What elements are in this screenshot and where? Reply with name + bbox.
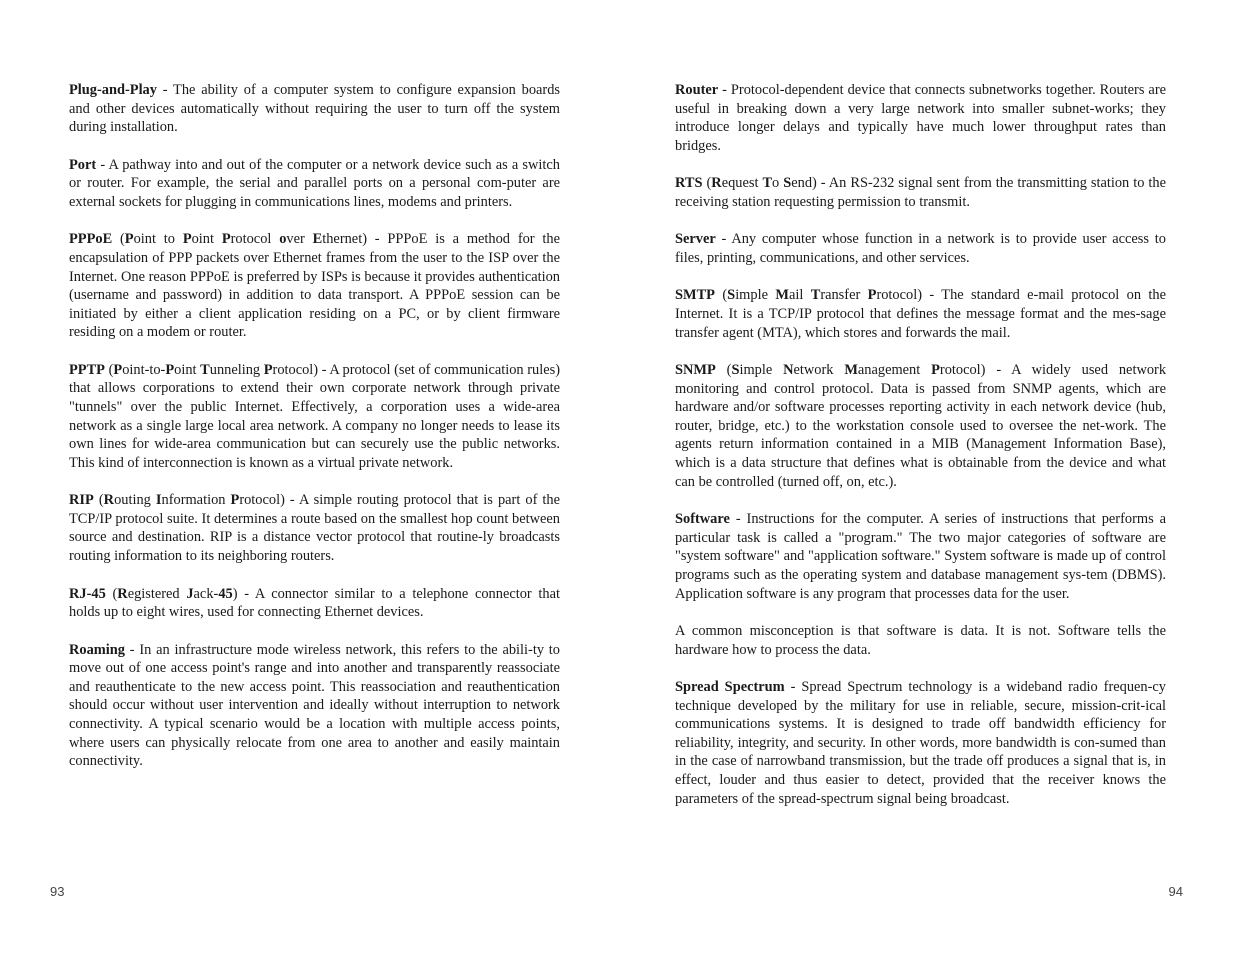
entry-term-text: Software	[675, 511, 730, 528]
entry-term-text: PPPoE	[69, 231, 113, 248]
glossary-entry	[675, 81, 1166, 155]
entry-definition-text: (	[93, 492, 104, 509]
entry-definition-text: imple	[735, 287, 776, 304]
entry-term-text: R	[117, 585, 128, 602]
entry-definition-text: (	[714, 287, 728, 304]
entry-definition-text: imple	[739, 362, 784, 379]
entry-term-text: SNMP	[675, 362, 716, 379]
entry-term-text: P	[113, 361, 123, 378]
entry-definition-text: ransfer	[820, 287, 868, 304]
entry-definition-text: outing	[114, 492, 156, 509]
entry-term-text: PPTP	[69, 361, 105, 378]
entry-definition-text: (	[112, 231, 125, 248]
entry-term-text: Port	[69, 156, 97, 173]
entry-term-text: P	[124, 231, 134, 248]
entry-definition-text: rotocol) - The standard e-mail protocol on the Internet. It is a TCP/IP protocol that defines the message format and the mes-sage transfer agent (MTA), which stores and forwards the mail.	[675, 287, 1166, 341]
entry-definition-text: end) - An RS-232 signal sent from the transmitting station to the receiving station requesting permission to transmit.	[675, 175, 1166, 210]
glossary-entry	[675, 622, 1166, 659]
entry-term-text: 45	[218, 585, 233, 602]
glossary-entry	[675, 361, 1166, 491]
glossary-entry	[675, 286, 1166, 342]
glossary-entry	[675, 678, 1166, 808]
entry-term-text: P	[867, 287, 877, 304]
entry-definition-text: - Protocol-dependent device that connects subnetworks together. Routers are useful in breaking down a very large network into smaller subnet-works; they introduce longer delays and typically have much lower throughput rates than bridges.	[675, 82, 1166, 154]
entry-definition-text: (	[104, 361, 114, 378]
entry-definition-text: ack-	[193, 585, 219, 602]
entry-term-text: Spread Spectrum	[675, 679, 785, 696]
entry-definition-text: oint	[191, 231, 222, 248]
glossary-entry	[675, 174, 1166, 211]
entry-definition-text: equest	[721, 175, 763, 192]
entry-term-text: RJ-45	[69, 585, 106, 602]
glossary-entry	[69, 585, 560, 622]
entry-definition-text: - In an infrastructure mode wireless network, this refers to the abili-ty to move out of one access point's range and into another and transparently reassociate and reauthenticate to the new access point. This reassociation and reauthentication should occur without user intervention and ideally without interruption to network connectivity. A typical scenario would be a location with multiple access points, where users can physically relocate from one area to another and easily maintain connectivity.	[69, 641, 560, 770]
entry-term-text: M	[844, 362, 858, 379]
page-number-right: 94	[1168, 884, 1183, 899]
entry-definition-text: egistered	[127, 585, 187, 602]
entry-term-text: RIP	[69, 492, 94, 509]
entry-term-text: S	[783, 175, 792, 192]
glossary-entry	[69, 491, 560, 565]
entry-definition-text: oint to	[133, 231, 183, 248]
entry-definition-text: (	[715, 362, 732, 379]
entry-definition-text: nformation	[161, 492, 231, 509]
entry-definition-text: rotocol) - A protocol (set of communication rules) that allows corporations to extend their own corporate network through private "tunnels" over the public Internet. Effectively, a corporation uses a wide-area network as a single large local area network. A company no longer needs to lease its own lines for wide-area communication but can securely use the public networks. This kind of interconnection is known as a virtual private network.	[69, 361, 560, 471]
entry-definition-text: - Any computer whose function in a network is to provide user access to files, printing, communications, and other services.	[675, 231, 1166, 266]
glossary-entry	[69, 81, 560, 137]
entry-term-text: Plug-and-Play	[69, 82, 157, 98]
entry-definition-text: - A pathway into and out of the computer or a network device such as a switch or router. For example, the serial and parallel ports on a personal com-puter are external sockets for plugging in communications lines, modems and printers.	[69, 156, 560, 210]
entry-term-text: Roaming	[69, 641, 125, 658]
entry-definition-text: etwork	[793, 362, 845, 379]
entry-definition-text: oint	[174, 361, 201, 378]
entry-definition-text: o	[772, 175, 784, 192]
entry-term-text: M	[775, 287, 789, 304]
entry-definition-text: thernet) - PPPoE is a method for the encapsulation of PPP packets over Ethernet frames from the user to the ISP over the Internet. One reason PPPoE is preferred by ISPs is because it provides authentication (username and password) in addition to data transport. A PPPoE session can be initiated by either a client application residing on a PC, or by client firmware residing on a modem or router.	[69, 231, 561, 341]
entry-definition-text: - Spread Spectrum technology is a wideband radio frequen-cy technique developed by the military for use in reliable, secure, mission-crit-ical communications systems. It is designed to trade off bandwidth efficiency for reliability, integrity, and security. In other words, more bandwidth is con-sumed than in the case of narrowband transmission, but the trade off produces a signal that is, in effect, louder and thus easier to detect, provided that the receiver knows the parameters of the spread-spectrum signal being broadcast.	[675, 679, 1166, 807]
glossary-column-left	[69, 81, 560, 790]
entry-definition-text: - The ability of a computer system to configure expansion boards and other devices automatically without requiring the user to turn off the system during installation.	[69, 82, 560, 136]
entry-term-text: Server	[675, 231, 716, 248]
glossary-entry	[675, 510, 1166, 603]
entry-definition-text: rotocol	[230, 231, 280, 248]
entry-term-text: P	[221, 231, 231, 248]
entry-definition-text: (	[702, 175, 712, 192]
glossary-entry	[69, 641, 560, 771]
entry-term-text: P	[263, 361, 273, 378]
entry-definition-text: ail	[788, 287, 811, 304]
entry-definition-text: (	[105, 585, 118, 602]
glossary-entry	[69, 361, 560, 473]
left-page	[0, 0, 617, 954]
entry-definition-text: unneling	[209, 361, 264, 378]
entry-definition-text: rotocol) - A widely used network monitoring and control protocol. Data is passed from SNMP agents, which are hardware and/or software processes reporting activity in each network device (hub, router, bridge, etc.) to the workstation console used to oversee the net-work. The agents return information contained in a MIB (Management Information Base), which is a data structure that defines what is obtainable from the device and what can be controlled (turned off, on, etc.).	[675, 362, 1167, 490]
entry-term-text: RTS	[675, 175, 703, 192]
entry-term-text: P	[230, 492, 240, 509]
glossary-column-right	[675, 81, 1166, 827]
right-page	[618, 0, 1235, 954]
entry-term-text: N	[783, 362, 794, 379]
entry-term-text: Router	[675, 82, 719, 98]
entry-definition-text: anagement	[857, 362, 932, 379]
entry-term-text: J	[186, 585, 194, 602]
entry-definition-text: - Instructions for the computer. A series of instructions that performs a particular task is called a "program." The two major categories of software are "system software" and "application software." System software is made up of control programs such as the operating system and database management sys-tem (DBMS). Application software is any program that processes data for the user.	[675, 511, 1166, 602]
entry-term-text: SMTP	[675, 287, 715, 304]
glossary-entry	[69, 156, 560, 212]
glossary-entry	[675, 230, 1166, 267]
entry-term-text: T	[200, 361, 210, 378]
entry-definition-text: rotocol) - A simple routing protocol that is part of the TCP/IP protocol suite. It determines a route based on the smallest hop count between source and destination. RIP is a distance vector protocol that routine-ly broadcasts routing information to its neighboring routers.	[69, 492, 561, 565]
entry-term-text: R	[711, 175, 722, 192]
entry-definition-text: ver	[286, 231, 313, 248]
entry-definition-text: oint-to-	[122, 361, 166, 378]
entry-term-text: S	[727, 287, 736, 304]
entry-term-text: T	[762, 175, 773, 192]
entry-term-text: o	[279, 231, 287, 248]
entry-term-text: I	[155, 492, 162, 509]
entry-term-text: S	[731, 362, 740, 379]
entry-definition-text: A common misconception is that software is data. It is not. Software tells the hardware how to process the data.	[675, 623, 1166, 658]
entry-term-text: P	[182, 231, 192, 248]
entry-term-text: R	[103, 492, 115, 509]
entry-definition-text: ) - A connector similar to a telephone connector that holds up to eight wires, used for connecting Ethernet devices.	[69, 585, 560, 621]
page-number-left: 93	[50, 884, 65, 899]
entry-term-text: P	[931, 362, 940, 379]
glossary-entry	[69, 230, 560, 342]
entry-term-text: P	[165, 361, 175, 378]
entry-term-text: T	[810, 287, 821, 304]
entry-term-text: E	[312, 231, 323, 248]
